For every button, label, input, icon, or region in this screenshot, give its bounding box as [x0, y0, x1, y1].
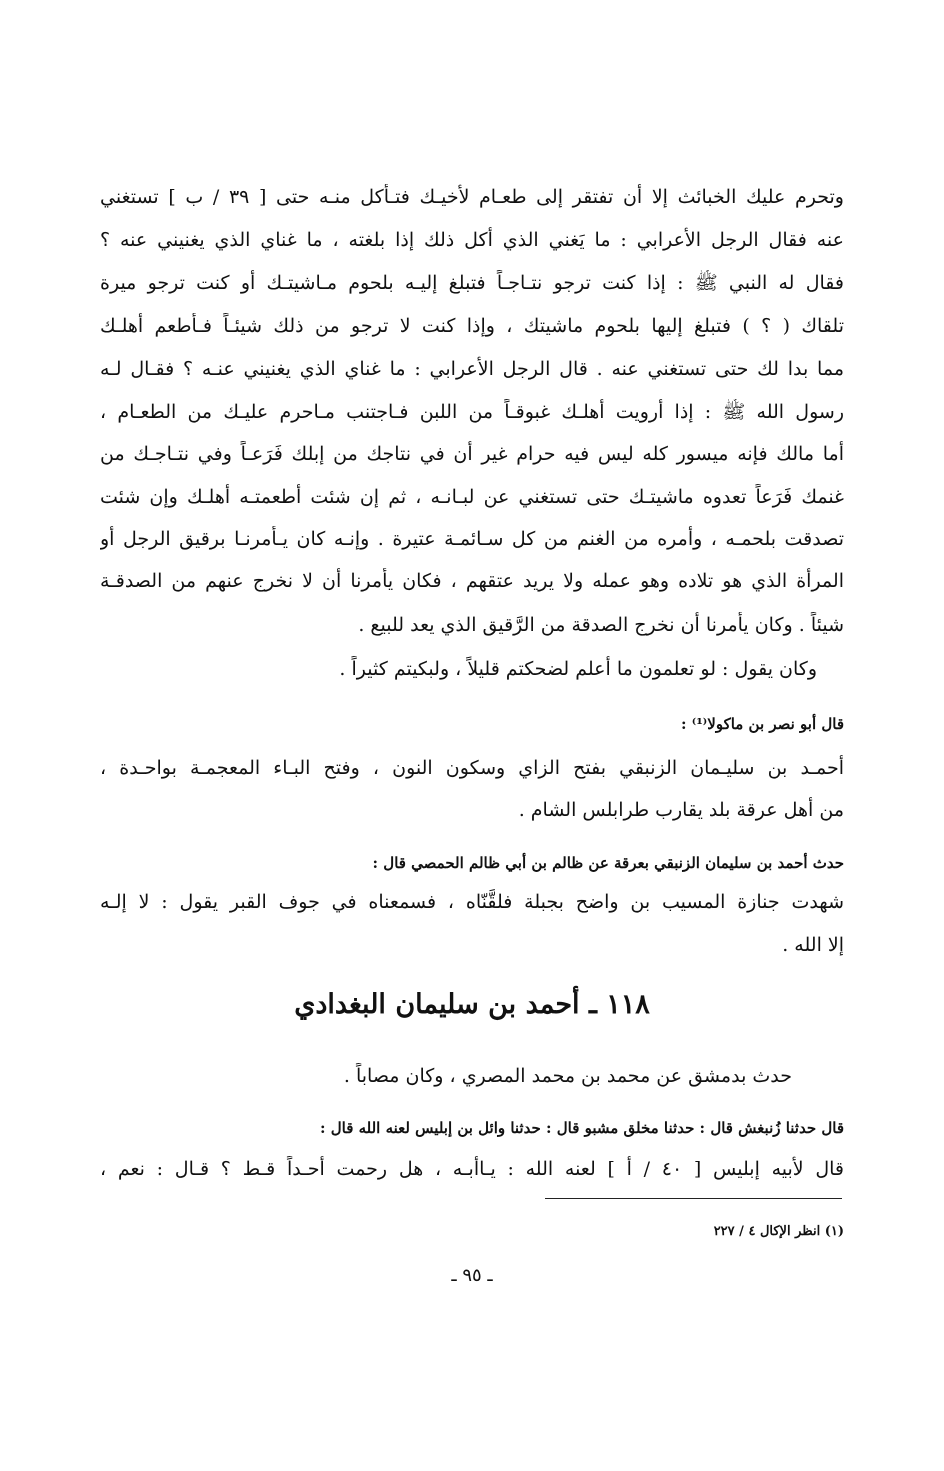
body-line: وتحرم عليك الخبائث إلا أن تفتقر إلى طعـام لأخيـك فتـأكل منـه حتى [ ٣٩ / ب ] تستغني: [100, 186, 844, 208]
isnad-line: حدث أحمد بن سليمان الزنبقي بعرقة عن ظالم بن أبي ظالم الحمصي قال :: [372, 854, 844, 872]
funeral-line: شهدت جنازة المسيب بن واضح بجبلة فلقَّنّاه ، فسمعناه في جوف القبر يقول : لا إلـه: [100, 891, 844, 913]
entry-heading: ١١٨ ـ أحمد بن سليمان البغدادي: [294, 989, 650, 1020]
body-line: عنه فقال الرجل الأعرابي : ما يَغني الذي أكل ذلك إذا بلغته ، ما غناي الذي يغنيني عنه ؟: [100, 229, 844, 251]
body-line: أما مالك فإنه ميسور كله ليس فيه حرام غير أن في نتاجك من إبلك فَرَعـاً وفي نتـاجـك من: [100, 443, 844, 465]
body-line: فقال له النبي ﷺ : إذا كنت ترجو نتـاجـاً فتبلغ إليـه بلحوم مـاشيتـك أو كنت ترجو ميرة: [100, 272, 844, 294]
body-line: المرأة الذي هو تلاده وهو عمله ولا يريد عتقهم ، فكان يأمرنا أن لا نخرج عنهم من الصدقـة: [100, 570, 844, 592]
saying-line: وكان يقول : لو تعلمون ما أعلم لضحكتم قليلاً ، ولبكيتم كثيراً .: [339, 658, 817, 680]
body-line: تلقاك ( ؟ ) فتبلغ إليها بلحوم ماشيتك ، وإذا كنت لا ترجو من ذلك شيئـاً فـأطعم أهلـك: [100, 315, 844, 337]
footnote-separator: [545, 1198, 842, 1199]
footnote: (١) انظر الإكال ٤ / ٢٢٧: [713, 1224, 844, 1239]
body-line: تصدقت بلحمـه ، وأمره من الغنم من كل سـائمـة عتيرة . وإنـه كان يـأمرنـا برقيق الرجل أو: [100, 528, 844, 550]
page-number: ـ ٩٥ ـ: [451, 1265, 493, 1286]
ibn-makula-line: من أهل عرقة بلد يقارب طرابلس الشام .: [518, 799, 844, 821]
body-line: غنمك فَرَعاً تعدوه ماشيتـك حتى تستغني عن لبـانـه ، ثم إن شئت أطعمتـه أهلـك وإن شئت: [100, 486, 844, 508]
body-line: شيئاً . وكان يأمرنا أن نخرج الصدقة من الرَّقيق الذي يعد للبيع .: [358, 614, 844, 636]
body-line: مما بدا لك حتى تستغني عنه . قال الرجل الأعرابي : ما غناي الذي يغنيني عنـه ؟ فقـال لـه: [100, 358, 844, 380]
funeral-line: إلا الله .: [782, 934, 844, 956]
body-line: رسول الله ﷺ : إذا أرويت أهلـك غبوقـاً من اللبن فـاجتنب مـاحرم عليـك من الطعـام ،: [100, 401, 844, 423]
bio-line: حدث بدمشق عن محمد بن محمد المصري ، وكان مصاباً .: [343, 1065, 792, 1087]
body-line: قال لأبيه إبليس [ ٤٠ / أ ] لعنه الله : يـاأبـه ، هل رحمت أحـداً قـط ؟ قـال : نعم ،: [100, 1158, 844, 1180]
isnad-line: قال حدثنا زُنبغش قال : حدثنا مخلق مشبو قال : حدثنا وائل بن إبليس لعنه الله قال :: [319, 1119, 844, 1137]
ibn-makula-line: أحمـد بن سليـمان الزنبقي بفتح الزاي وسكون النون ، وفتح البـاء المعجمـة بواحـدة ،: [100, 757, 844, 779]
ibn-makula-intro: قال أبو نصر بن ماكولا⁽¹⁾ :: [680, 715, 844, 733]
